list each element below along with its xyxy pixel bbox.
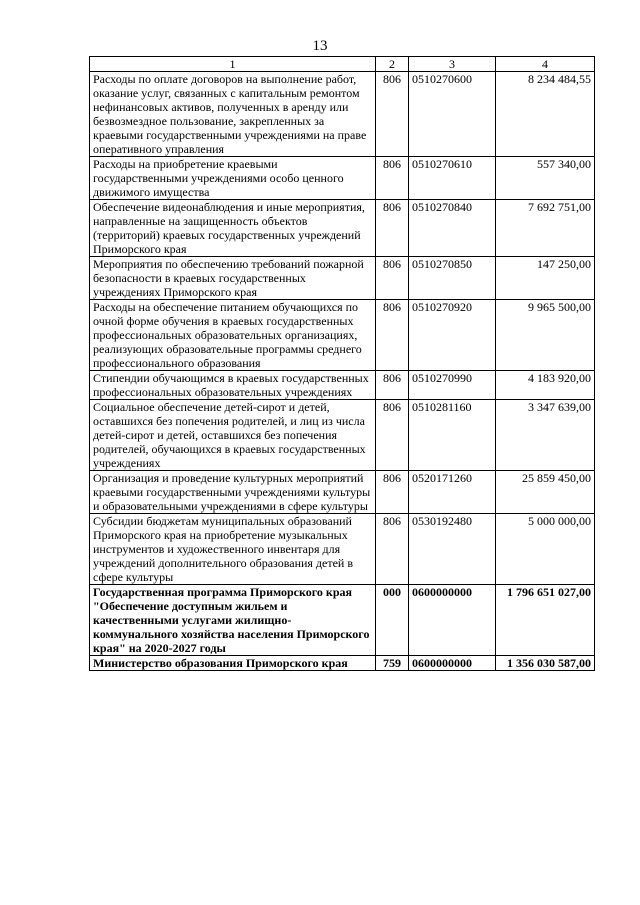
row-csr: 0510270990 [409,371,496,400]
row-amount: 5 000 000,00 [496,514,595,585]
table-row [90,400,595,471]
row-name: Обеспечение видеонаблюдения и иные мероприятия, направленные на защищенность объектов (территорий) краевых государственных учреждений Приморского края [90,200,376,257]
row-amount: 9 965 500,00 [496,300,595,371]
row-amount: 1 796 651 027,00 [496,585,595,656]
row-grbs: 806 [376,300,409,371]
table-row-program-total [90,585,595,656]
column-header-csr: 3 [409,57,496,72]
table-row [90,471,595,514]
row-grbs: 806 [376,471,409,514]
row-name: Социальное обеспечение детей-сирот и детей, оставшихся без попечения родителей, и лиц из числа детей-сирот и детей, оставшихся без попечения родителей, обучающихся в краевых государственных учреждениях [90,400,376,471]
row-grbs: 806 [376,514,409,585]
row-amount: 147 250,00 [496,257,595,300]
row-csr: 0510270840 [409,200,496,257]
row-csr: 0510270920 [409,300,496,371]
row-grbs: 000 [376,585,409,656]
row-grbs: 759 [376,656,409,671]
page-number: 13 [312,38,328,54]
row-csr: 0600000000 [409,585,496,656]
row-csr: 0530192480 [409,514,496,585]
row-grbs: 806 [376,200,409,257]
row-name: Стипендии обучающимся в краевых государственных профессиональных образовательных учреждениях [90,371,376,400]
row-name: Субсидии бюджетам муниципальных образований Приморского края на приобретение музыкальных инструментов и художественного инвентаря для учреждений дополнительного образования детей в сфере культуры [90,514,376,585]
row-name: Расходы по оплате договоров на выполнение работ, оказание услуг, связанных с капитальным ремонтом нефинансовых активов, полученных в аренду или безвозмездное пользование, закрепленных за краевыми государственными учреждениями на праве оперативного управления [90,72,376,157]
row-csr: 0510270600 [409,72,496,157]
row-amount: 25 859 450,00 [496,471,595,514]
row-name: Расходы на приобретение краевыми государственными учреждениями особо ценного движимого имущества [90,157,376,200]
row-csr: 0510281160 [409,400,496,471]
table-row [90,300,595,371]
column-header-name: 1 [90,57,376,72]
table-row [90,157,595,200]
table-row-ministry-total [90,656,595,671]
row-amount: 4 183 920,00 [496,371,595,400]
row-csr: 0600000000 [409,656,496,671]
row-grbs: 806 [376,400,409,471]
row-grbs: 806 [376,72,409,157]
row-grbs: 806 [376,157,409,200]
row-amount: 8 234 484,55 [496,72,595,157]
row-name: Расходы на обеспечение питанием обучающихся по очной форме обучения в краевых государственных профессиональных образовательных организациях, реализующих образовательные программы среднего профессионального образования [90,300,376,371]
row-csr: 0510270610 [409,157,496,200]
row-csr: 0520171260 [409,471,496,514]
table-row [90,371,595,400]
row-grbs: 806 [376,257,409,300]
row-amount: 1 356 030 587,00 [496,656,595,671]
column-header-amount: 4 [496,57,595,72]
row-name: Организация и проведение культурных мероприятий краевыми государственными учреждениями культуры и образовательными учреждениями в сфере культуры [90,471,376,514]
table-row [90,257,595,300]
column-header-grbs: 2 [376,57,409,72]
row-amount: 3 347 639,00 [496,400,595,471]
table-row [90,200,595,257]
row-amount: 557 340,00 [496,157,595,200]
table-row [90,72,595,157]
budget-table [89,56,595,671]
row-name: Министерство образования Приморского края [90,656,376,671]
table-row [90,514,595,585]
row-name: Государственная программа Приморского края "Обеспечение доступным жильем и качественными услугами жилищно-коммунального хозяйства населения Приморского края" на 2020-2027 годы [90,585,376,656]
row-grbs: 806 [376,371,409,400]
row-name: Мероприятия по обеспечению требований пожарной безопасности в краевых государственных учреждениях Приморского края [90,257,376,300]
row-csr: 0510270850 [409,257,496,300]
table-header-row [90,57,595,72]
row-amount: 7 692 751,00 [496,200,595,257]
